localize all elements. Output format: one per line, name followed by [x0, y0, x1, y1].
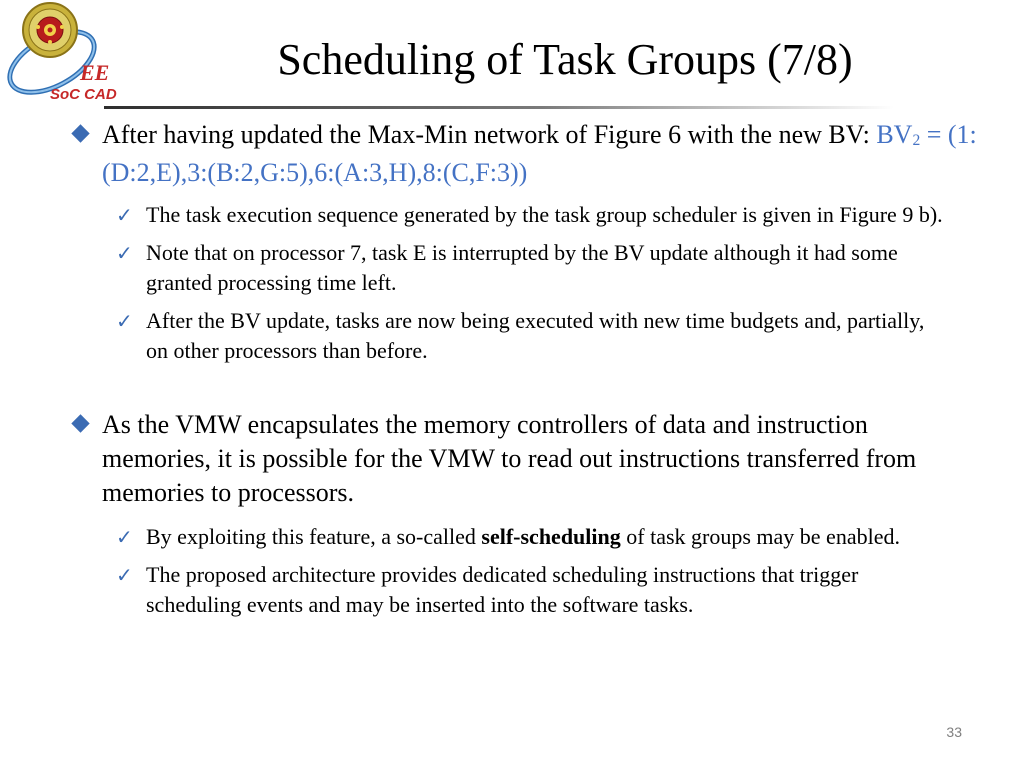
- sub-bullet: [64, 200, 946, 230]
- logo-soc-text: SoC CAD: [50, 86, 117, 103]
- bv-value: = (1:(D:2,E),3:(B:2,G:5),6:(A:3,H),8:(C,F:3)): [102, 120, 977, 187]
- checkmark-icon: ✓: [116, 525, 133, 549]
- diamond-bullet-icon: [71, 124, 89, 142]
- bullet-text: As the VMW encapsulates the memory controllers of data and instruction memories, it is possible for the VMW to read out instructions transferred from memories to processors.: [102, 410, 917, 507]
- bv-label: BV: [876, 120, 913, 149]
- bv-subscript: 2: [912, 131, 921, 149]
- bullet-bv-update: [64, 118, 982, 190]
- checkmark-icon: ✓: [116, 563, 133, 587]
- sub-bullet-text: After the BV update, tasks are now being executed with new time budgets and, partially, on other processors than before.: [146, 308, 925, 363]
- sub-bullet: [64, 522, 946, 552]
- checkmark-icon: ✓: [116, 309, 133, 333]
- slide-body: [64, 118, 977, 620]
- sub-bullet-text-end: of task groups may be enabled.: [620, 524, 900, 549]
- page-number: 33: [946, 724, 962, 740]
- sub-bullet-text: Note that on processor 7, task E is interrupted by the BV update although it had some granted processing time left.: [146, 240, 898, 295]
- self-scheduling-term: self-scheduling: [481, 524, 621, 549]
- sub-bullet: [64, 560, 946, 620]
- checkmark-icon: ✓: [116, 203, 133, 227]
- bullet-text: After having updated the Max-Min network of Figure 6 with the new BV:: [102, 120, 877, 149]
- logo-ee-text: EE: [80, 60, 110, 85]
- sub-bullet-text: The task execution sequence generated by the task group scheduler is given in Figure 9 b).: [146, 202, 943, 227]
- sub-bullet-text: The proposed architecture provides dedicated scheduling instructions that trigger scheduling events and may be inserted into the software tasks.: [146, 562, 859, 617]
- slide-title: Scheduling of Task Groups (7/8): [277, 35, 853, 84]
- sub-bullet: [64, 238, 946, 298]
- bullet-vmw: [64, 408, 982, 510]
- sub-bullet: [64, 306, 946, 366]
- title-divider: [104, 106, 894, 109]
- checkmark-icon: ✓: [116, 241, 133, 265]
- sub-bullet-text: By exploiting this feature, a so-called: [146, 524, 482, 549]
- soc-cad-logo: [2, 0, 124, 106]
- diamond-bullet-icon: [71, 414, 89, 432]
